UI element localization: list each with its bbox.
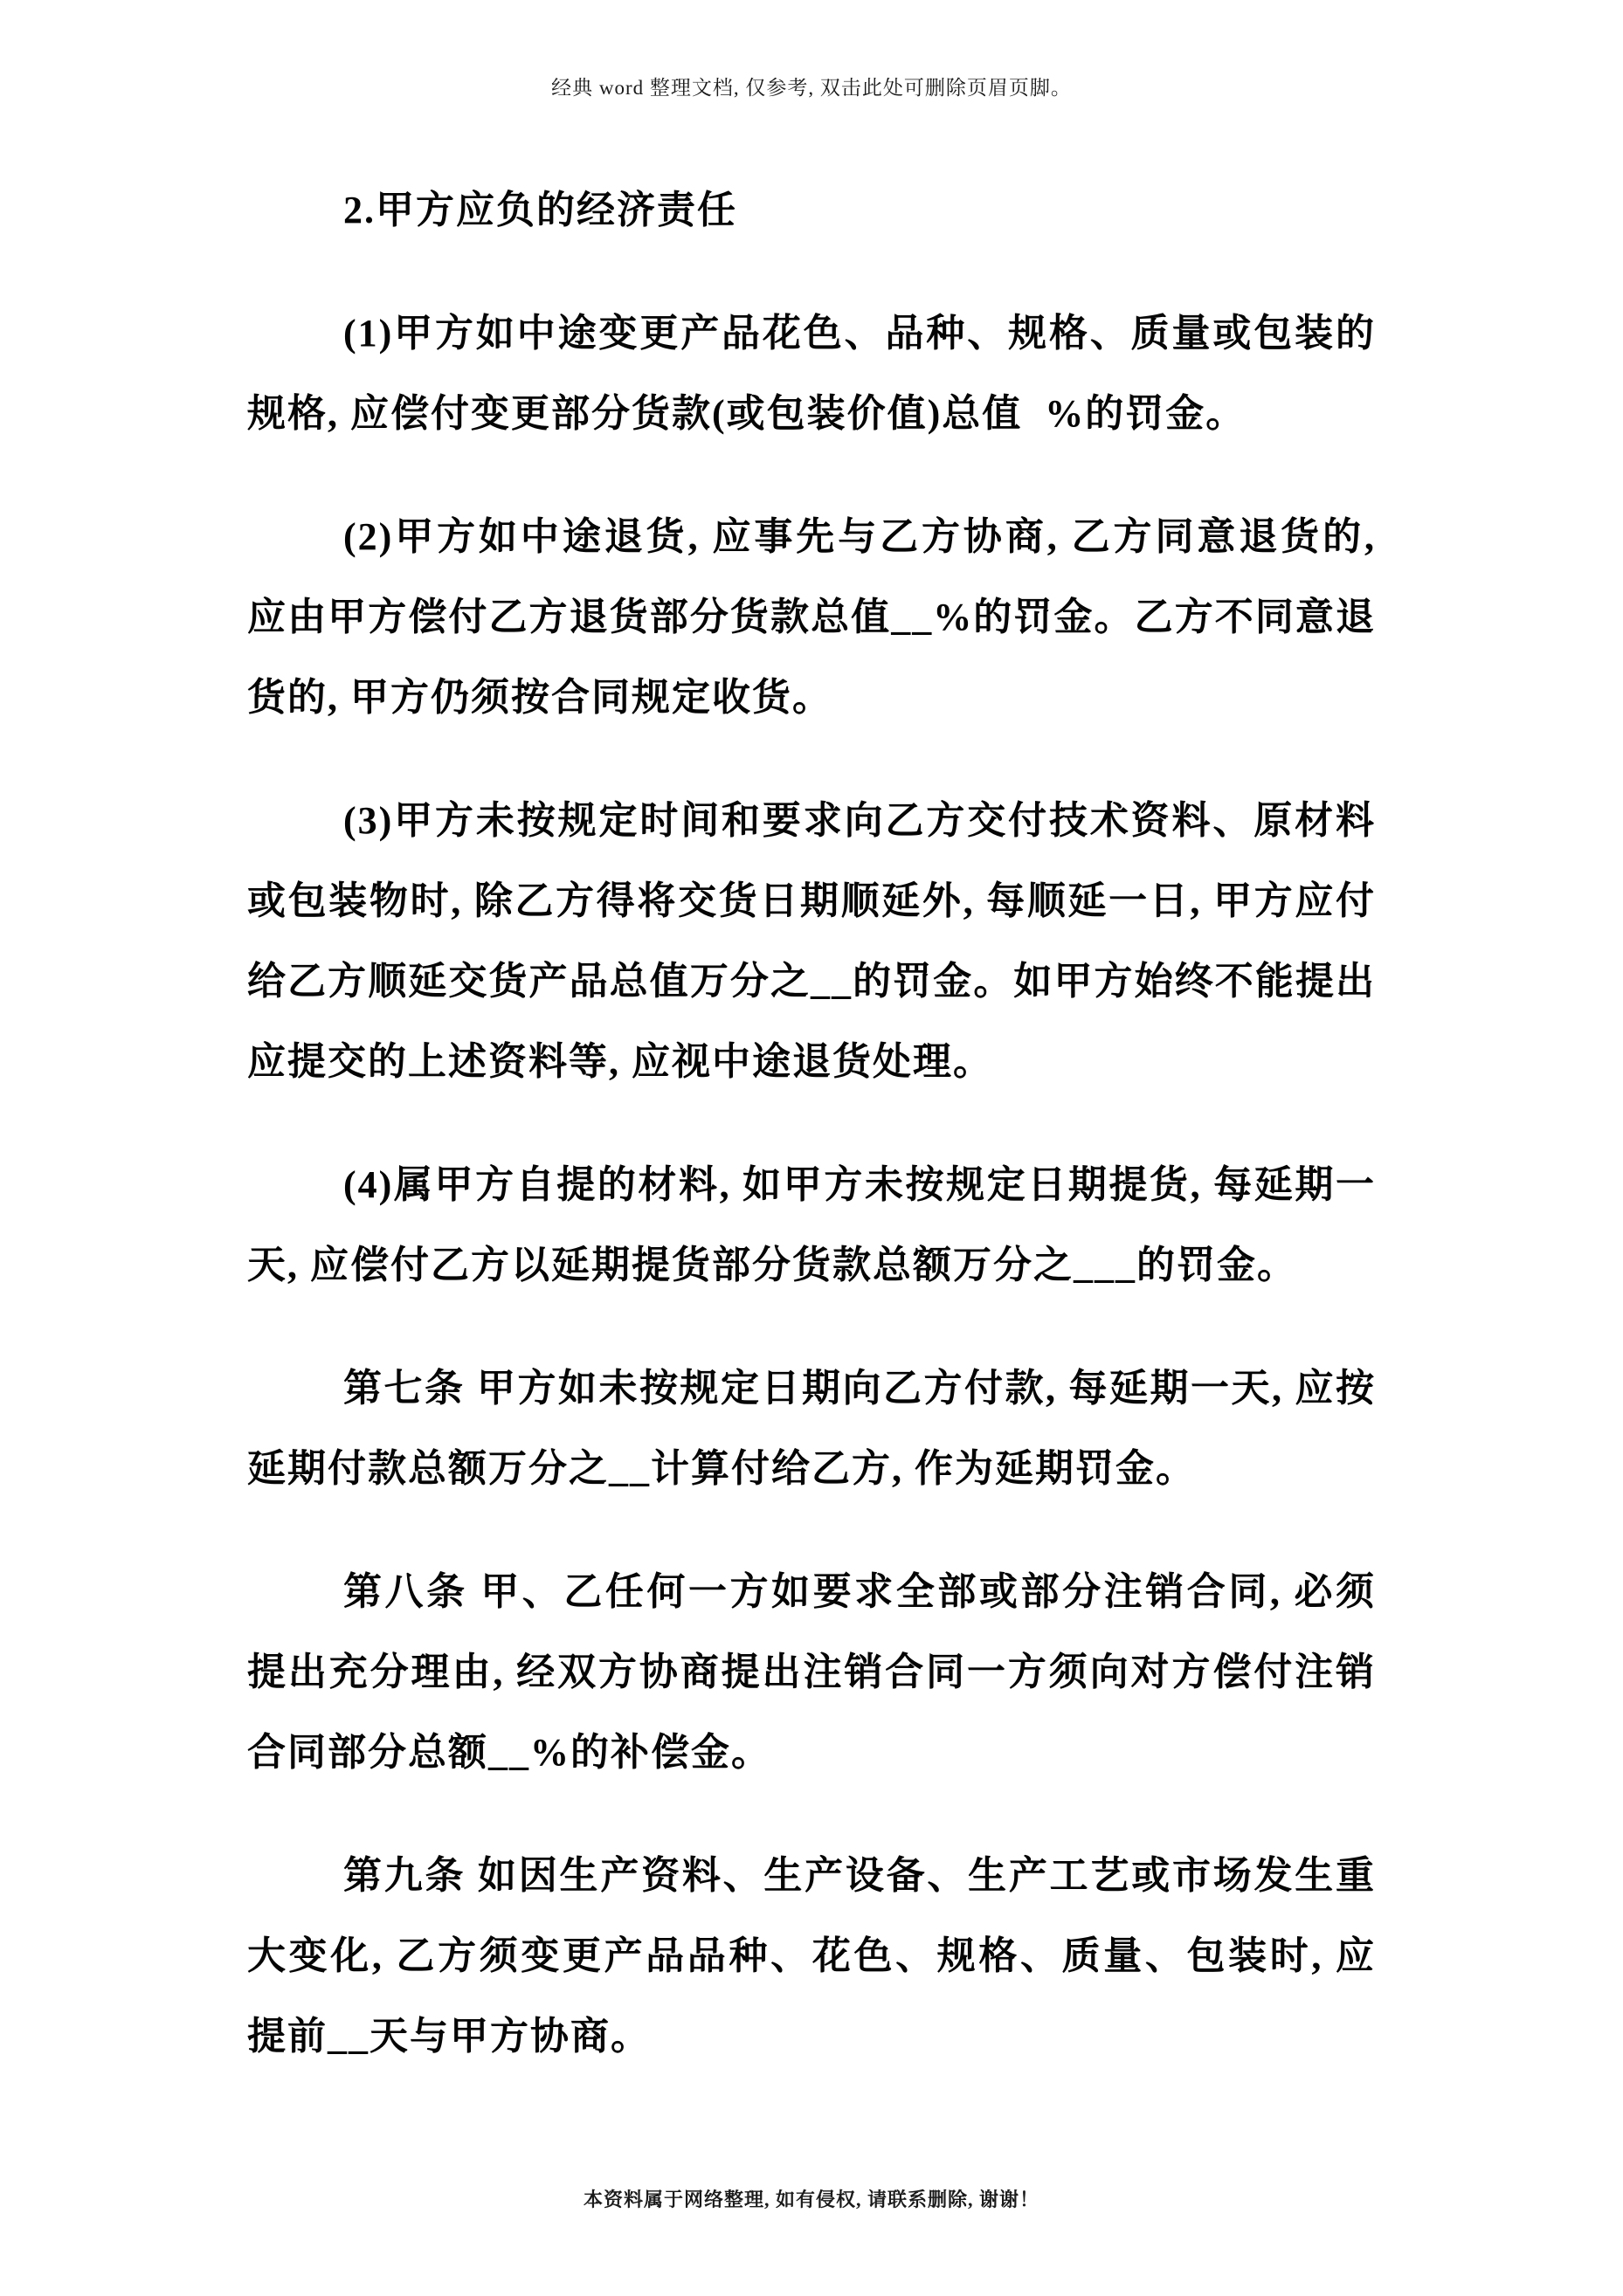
page-header-note: 经典 word 整理文档, 仅参考, 双击此处可删除页眉页脚。 [551,77,1072,99]
paragraph-article-7: 第七条 甲方如未按规定日期向乙方付款, 每延期一天, 应按延期付款总额万分之__计算付给乙方, 作为延期罚金。 [247,1367,1376,1490]
paragraph-clause-4: (4)属甲方自提的材料, 如甲方未按规定日期提货, 每延期一天, 应偿付乙方以延期提货部分货款总额万分之___的罚金。 [247,1163,1376,1286]
paragraph-clause-2: (2)甲方如中途退货, 应事先与乙方协商, 乙方同意退货的, 应由甲方偿付乙方退货部分货款总值__%的罚金。乙方不同意退货的, 甲方仍须按合同规定收货。 [247,515,1387,719]
paragraph-clause-3: (3)甲方未按规定时间和要求向乙方交付技术资料、原材料或包装物时, 除乙方得将交货日期顺延外, 每顺延一日, 甲方应付给乙方顺延交货产品总值万分之__的罚金。如甲方始终不能提出应提交的上述资料等, 应视中途退货处理。 [247,799,1376,1083]
page-footer-note: 本资料属于网络整理, 如有侵权, 请联系删除, 谢谢！ [583,2189,1039,2210]
paragraph-clause-1: (1)甲方如中途变更产品花色、品种、规格、质量或包装的规格, 应偿付变更部分货款(或包装价值)总值 %的罚金。 [247,312,1376,435]
paragraph-article-9: 第九条 如因生产资料、生产设备、生产工艺或市场发生重大变化, 乙方须变更产品品种、花色、规格、质量、包装时, 应提前__天与甲方协商。 [247,1854,1376,2058]
paragraph-article-8: 第八条 甲、乙任何一方如要求全部或部分注销合同, 必须提出充分理由, 经双方协商提出注销合同一方须向对方偿付注销合同部分总额__%的补偿金。 [247,1570,1376,1774]
document-body [247,170,1387,2120]
paragraph-section-heading: 2.甲方应负的经济责任 [343,189,737,231]
